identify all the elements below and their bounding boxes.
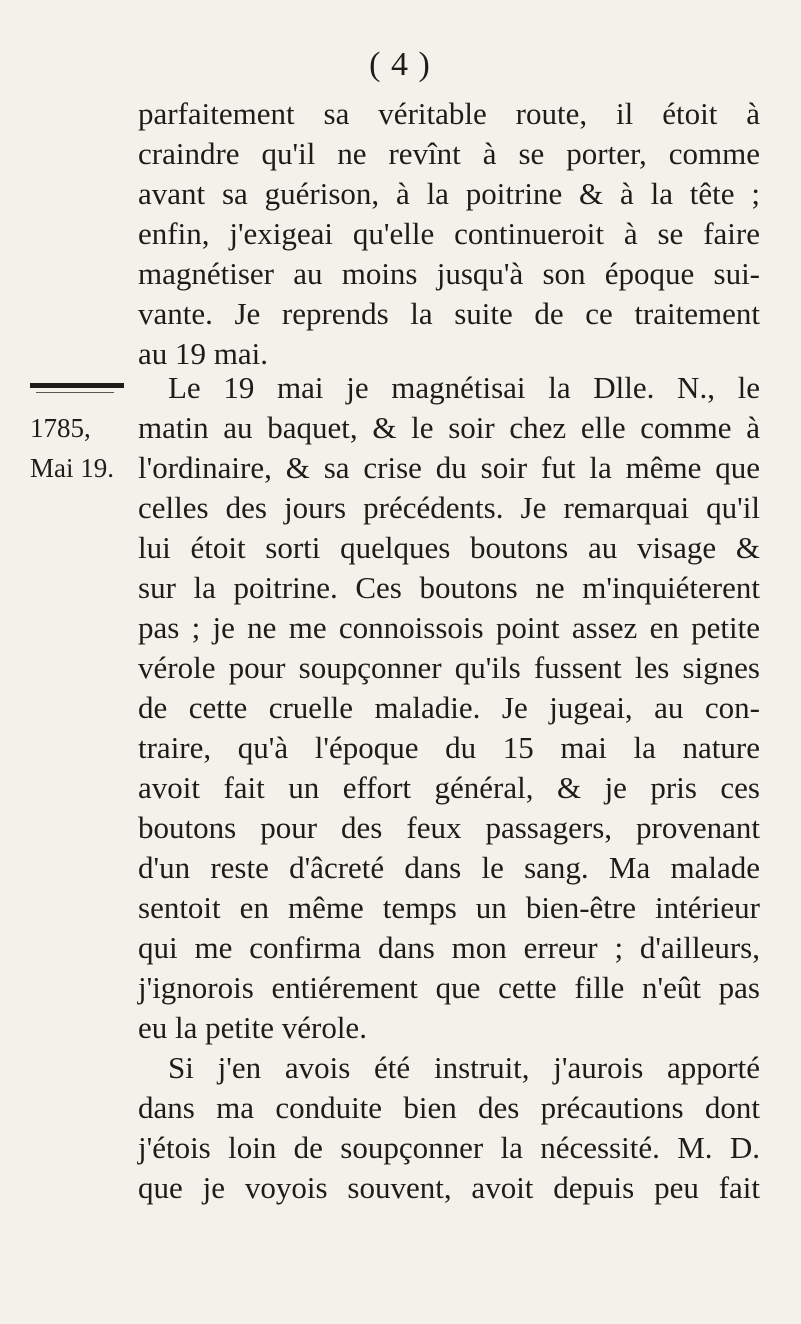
text-line: boutons pour des feux passagers, provenant [138,810,760,845]
text-line: l'ordinaire, & sa crise du soir fut la même que [138,450,760,485]
margin-note [30,408,130,488]
text-line: au 19 mai. [138,336,268,371]
text-line: eu la petite vérole. [138,1010,367,1045]
margin-note-date: Mai 19. [30,453,114,483]
margin-note-year: 1785, [30,413,91,443]
margin-rule [30,383,124,388]
text-line: d'un reste d'âcreté dans le sang. Ma malade [138,850,760,885]
text-line: parfaitement sa véritable route, il étoit à [138,96,760,131]
text-line: craindre qu'il ne revînt à se porter, comme [138,136,760,171]
text-line: j'ignorois entiérement que cette fille n'eût pas [138,970,760,1005]
text-line: avant sa guérison, à la poitrine & à la tête ; [138,176,760,211]
text-line: j'étois loin de soupçonner la nécessité. M. D. [138,1130,760,1165]
text-line: avoit fait un effort général, & je pris ces [138,770,760,805]
paragraph-1 [138,94,760,374]
text-line: pas ; je ne me connoissois point assez en petite [138,610,760,645]
paragraph-2 [138,368,760,1048]
page-number: ( 4 ) [369,46,431,83]
text-line: que je voyois souvent, avoit depuis peu fait [138,1170,760,1205]
text-line: Le 19 mai je magnétisai la Dlle. N., le [168,370,760,405]
text-line: sur la poitrine. Ces boutons ne m'inquiéterent [138,570,760,605]
text-line: vérole pour soupçonner qu'ils fussent les signes [138,650,760,685]
text-line: celles des jours précédents. Je remarquai qu'il [138,490,760,525]
text-line: dans ma conduite bien des précautions dont [138,1090,760,1125]
text-line: qui me confirma dans mon erreur ; d'ailleurs, [138,930,760,965]
text-line: Si j'en avois été instruit, j'aurois apporté [168,1050,760,1085]
text-line: matin au baquet, & le soir chez elle comme à [138,410,760,445]
text-line: traire, qu'à l'époque du 15 mai la nature [138,730,760,765]
text-line: enfin, j'exigeai qu'elle continueroit à se faire [138,216,760,251]
text-line: sentoit en même temps un bien-être intérieur [138,890,760,925]
paragraph-3 [138,1048,760,1208]
text-line: vante. Je reprends la suite de ce traitement [138,296,760,331]
text-line: de cette cruelle maladie. Je jugeai, au con- [138,690,760,725]
text-line: magnétiser au moins jusqu'à son époque sui- [138,256,760,291]
text-line: lui étoit sorti quelques boutons au visage & [138,530,760,565]
